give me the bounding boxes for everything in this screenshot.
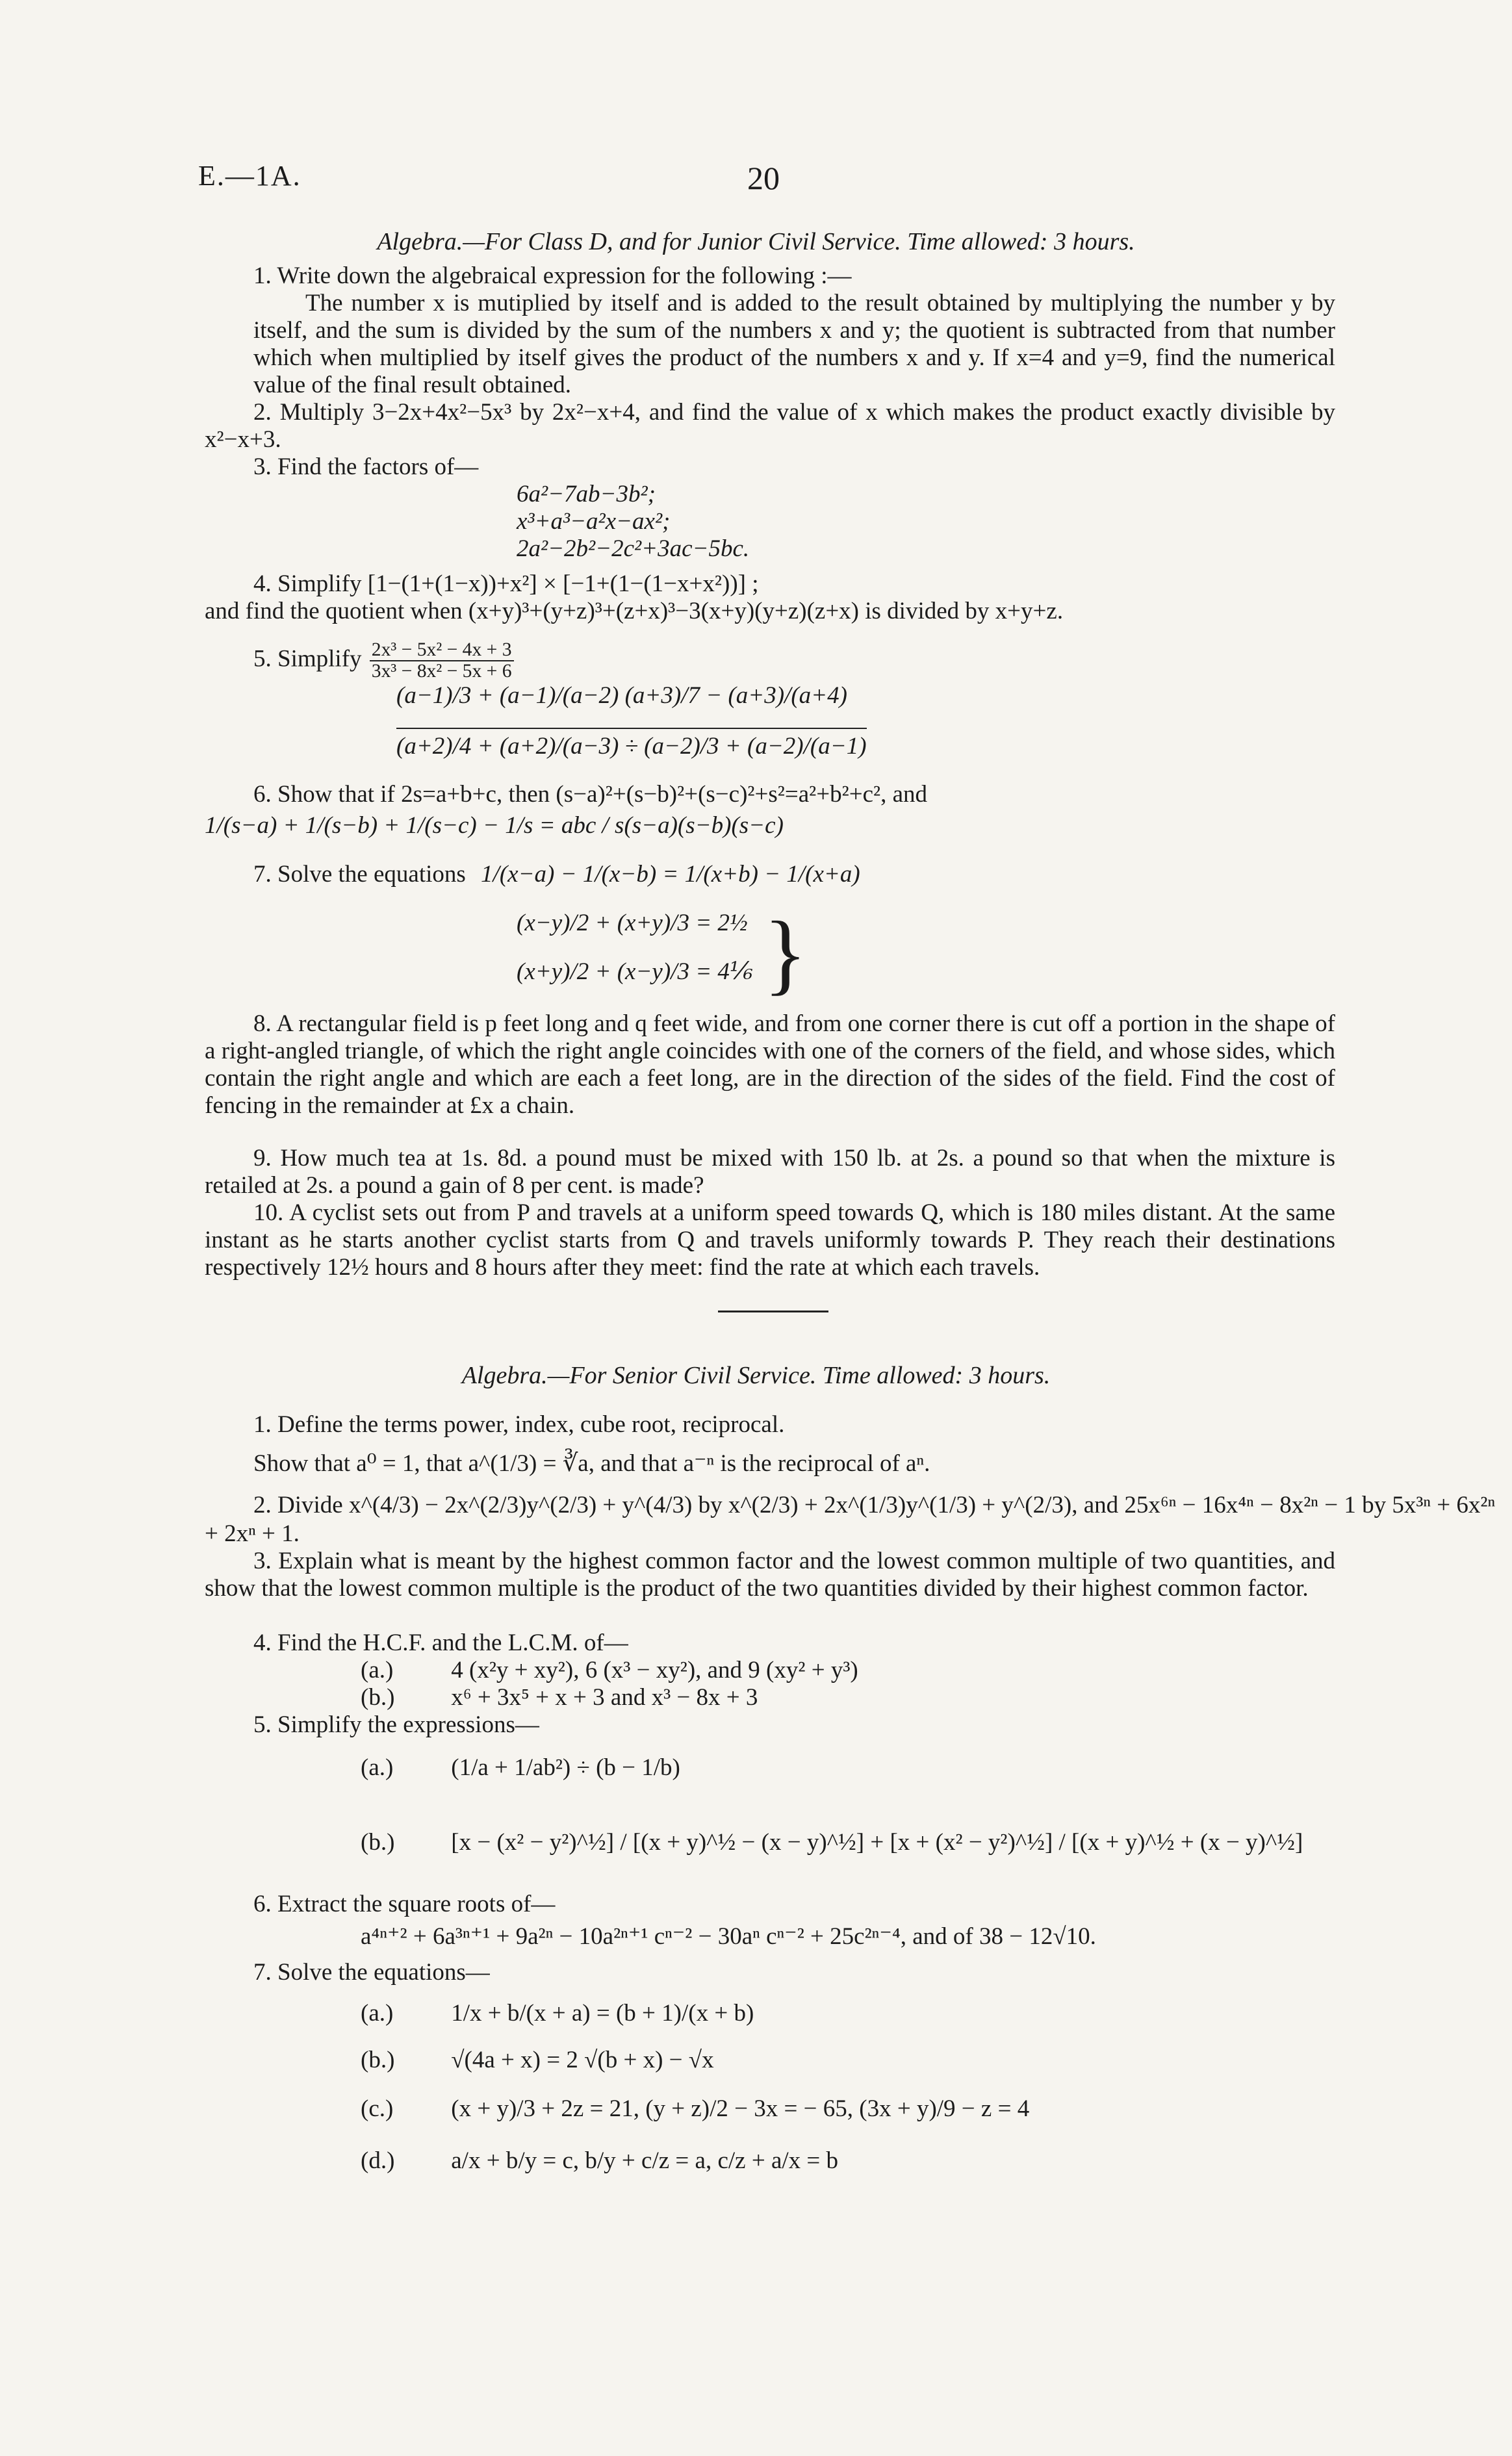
p2-q7-d-text: a/x + b/y = c, b/y + c/z = a, c/z + a/x = b: [451, 2147, 839, 2174]
p1-q7-brace: }: [763, 903, 808, 1004]
p2-question-5-a: [361, 1754, 680, 1782]
paper2-title: Algebra.—For Senior Civil Service. Time allowed: 3 hours.: [461, 1362, 1051, 1389]
p2-q5-a-label: (a.): [361, 1754, 394, 1781]
p1-q7-label: 7. Solve the equations: [253, 861, 466, 888]
p2-question-5-b: [361, 1829, 1303, 1856]
p1-q7-equation-c: (x+y)/2 + (x−y)/3 = 4⅙: [517, 958, 753, 985]
p2-question-4-b: [361, 1684, 758, 1711]
p2-question-2: 2. Divide x^(4/3) − 2x^(2/3)y^(2/3) + y^(4/3) by x^(2/3) + 2x^(1/3)y^(1/3) + y^(2/3), and 25x⁶ⁿ − 16x⁴ⁿ − 8x²ⁿ − 1 by 5x³ⁿ + 6x²ⁿ: [253, 1492, 1496, 1518]
p1-question-1-body: The number x is mutiplied by itself and is added to the result obtained by multiplying the number y by itself, and the sum is divided by the sum of the numbers x and y; the quotient is subtracted from that number which when multiplied by itself gives the product of the numbers x and y. If x=4 and y=9, find the numerical value of the final result obtained.: [253, 290, 1335, 398]
p2-question-5: 5. Simplify the expressions—: [253, 1711, 539, 1738]
p2-q7-b-text: √(4a + x) = 2 √(b + x) − √x: [451, 2047, 714, 2073]
p1-question-3: 3. Find the factors of—: [253, 454, 479, 480]
p1-question-4-b: and find the quotient when (x+y)³+(y+z)³+(z+x)³−3(x+y)(y+z)(z+x) is divided by x+y+z.: [205, 598, 1064, 624]
p2-question-4: 4. Find the H.C.F. and the L.C.M. of—: [253, 1630, 628, 1656]
p1-question-1: 1. Write down the algebraical expression for the following :—: [253, 262, 852, 289]
p1-question-4: 4. Simplify [1−(1+(1−x))+x²] × [−1+(1−(1−x+x²))] ;: [253, 570, 759, 597]
p2-question-4-a: [361, 1657, 858, 1684]
p1-question-6: 6. Show that if 2s=a+b+c, then (s−a)²+(s−b)²+(s−c)²+s²=a²+b²+c², and: [253, 781, 928, 808]
p1-question-3-a: 6a²−7ab−3b²;: [517, 481, 656, 507]
p2-q7-a-label: (a.): [361, 2000, 394, 2027]
paper1-title: Algebra.—For Class D, and for Junior Civil Service. Time allowed: 3 hours.: [377, 228, 1135, 255]
p1-question-3-b: x³+a³−a²x−ax²;: [517, 508, 671, 535]
p2-q5-a-text: (1/a + 1/ab²) ÷ (b − 1/b): [451, 1754, 680, 1781]
p2-q7-a-text: 1/x + b/(x + a) = (b + 1)/(x + b): [451, 2000, 754, 2027]
p1-question-6-b: 1/(s−a) + 1/(s−b) + 1/(s−c) − 1/s = abc / s(s−a)(s−b)(s−c): [205, 812, 784, 839]
p2-q4-b-text: x⁶ + 3x⁵ + x + 3 and x³ − 8x + 3: [451, 1684, 758, 1711]
p1-q5-numerator: 2x³ − 5x² − 4x + 3: [370, 640, 514, 661]
p1-q5-expression-bottom: (a+2)/4 + (a+2)/(a−3) ÷ (a−2)/3 + (a−2)/(a−1): [396, 728, 867, 760]
p1-question-3-c: 2a²−2b²−2c²+3ac−5bc.: [517, 535, 750, 562]
p2-question-7-d: [361, 2147, 838, 2175]
p2-q5-b-text: [x − (x² − y²)^½] / [(x + y)^½ − (x − y)^½] + [x + (x² − y²)^½] / [(x + y)^½ + (x − y)^½]: [451, 1829, 1303, 1856]
p2-q7-c-label: (c.): [361, 2095, 394, 2122]
p1-q5-denominator: 3x³ − 8x² − 5x + 6: [371, 661, 512, 682]
p2-question-1: 1. Define the terms power, index, cube root, reciprocal.: [253, 1411, 785, 1438]
p1-question-9: 9. How much tea at 1s. 8d. a pound must be mixed with 150 lb. at 2s. a pound so that when the mixture is retailed at 2s. a pound a gain of 8 per cent. is made?: [205, 1145, 1335, 1199]
p1-question-2: 2. Multiply 3−2x+4x²−5x³ by 2x²−x+4, and find the value of x which makes the product exactly divisible by x²−x+3.: [205, 399, 1335, 453]
p1-question-10: 10. A cyclist sets out from P and travels at a uniform speed towards Q, which is 180 miles distant. At the same instant as he starts another cyclist starts from Q and travels uniformly towards P. They reach their destinations respectively 12½ hours and 8 hours after they meet: find the rate at which each travels.: [205, 1199, 1335, 1281]
section-divider: [718, 1311, 828, 1312]
p2-q7-d-label: (d.): [361, 2147, 395, 2174]
page-number: 20: [747, 160, 780, 196]
p2-question-6-b: a⁴ⁿ⁺² + 6a³ⁿ⁺¹ + 9a²ⁿ − 10a²ⁿ⁺¹ cⁿ⁻² − 30aⁿ cⁿ⁻² + 25c²ⁿ⁻⁴, and of 38 − 12√10.: [361, 1923, 1096, 1950]
p2-question-7: 7. Solve the equations—: [253, 1959, 490, 1986]
p2-q7-c-text: (x + y)/3 + 2z = 21, (y + z)/2 − 3x = − 65, (3x + y)/9 − z = 4: [451, 2095, 1030, 2122]
p1-q7-equation-b: (x−y)/2 + (x+y)/3 = 2½: [517, 910, 748, 936]
p2-q4-b-label: (b.): [361, 1684, 395, 1711]
p1-q5-label: 5. Simplify: [253, 645, 362, 672]
p1-q5-expression-top: (a−1)/3 + (a−1)/(a−2) (a+3)/7 − (a+3)/(a+4): [396, 682, 847, 709]
p2-question-3: 3. Explain what is meant by the highest common factor and the lowest common multiple of two quantities, and show that the lowest common multiple is the product of the two quantities divided by their highest common factor.: [205, 1548, 1335, 1602]
p2-q7-b-label: (b.): [361, 2047, 395, 2073]
p1-q7-equation-a: 1/(x−a) − 1/(x−b) = 1/(x+b) − 1/(x+a): [481, 861, 860, 888]
p2-q5-b-label: (b.): [361, 1829, 395, 1856]
p2-question-7-a: [361, 2000, 754, 2027]
header-reference: E.—1A.: [198, 160, 301, 192]
p1-question-8: 8. A rectangular field is p feet long and q feet wide, and from one corner there is cut off a portion in the shape of a right-angled triangle, of which the right angle coincides with one of the corners of the field, and whose sides, which contain the right angle and which are each a feet long, are in the direction of the sides of the field. Find the cost of fencing in the remainder at £x a chain.: [205, 1010, 1335, 1119]
p2-question-6: 6. Extract the square roots of—: [253, 1891, 556, 1917]
p2-question-7-c: [361, 2095, 1029, 2123]
p1-question-7: [253, 861, 860, 888]
p2-q4-a-label: (a.): [361, 1657, 394, 1683]
p2-question-7-b: [361, 2047, 714, 2074]
p1-question-5: [253, 640, 516, 682]
p2-question-1-b: Show that a⁰ = 1, that a^(1/3) = ∛a, and that a⁻ⁿ is the reciprocal of aⁿ.: [253, 1450, 930, 1477]
p1-q5-fraction: [370, 640, 514, 682]
p2-question-2-b: + 2xⁿ + 1.: [205, 1520, 300, 1547]
p2-q4-a-text: 4 (x²y + xy²), 6 (x³ − xy²), and 9 (xy² + y³): [451, 1657, 858, 1683]
